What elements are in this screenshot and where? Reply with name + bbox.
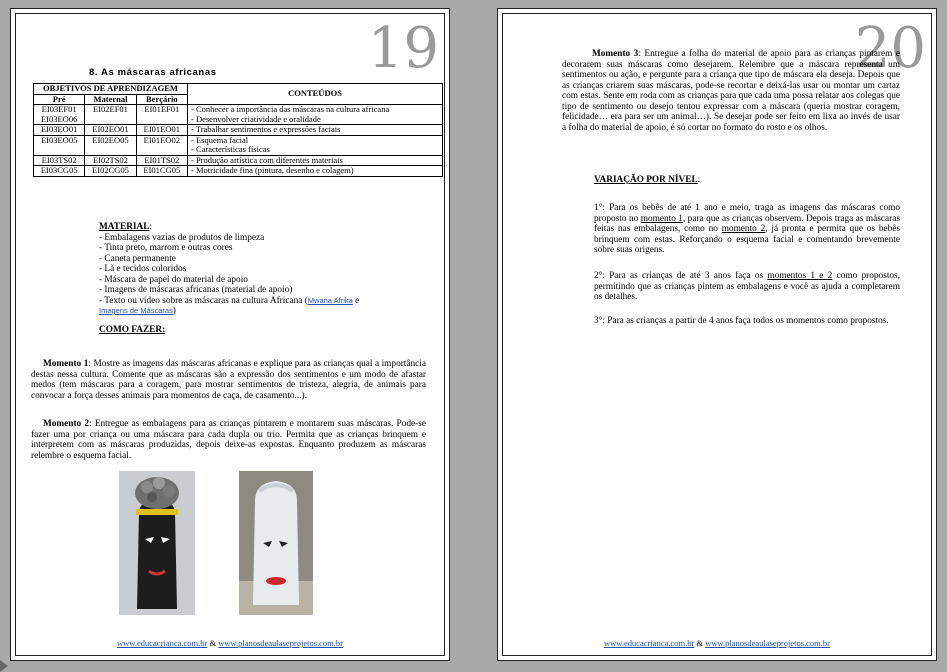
momento-3 xyxy=(562,49,900,133)
white-mask-illustration xyxy=(239,471,313,615)
material-heading: MATERIAL xyxy=(99,222,150,232)
material-list-item: - Máscara de papel do material de apoio xyxy=(99,274,248,285)
material-list-item: - Tinta preto, marrom e outras cores xyxy=(99,243,233,253)
footer-link-educacrianca[interactable]: www.educacrianca.com.br xyxy=(117,638,208,648)
page-19 xyxy=(10,8,450,661)
cell-pre: EI03CG05 xyxy=(34,166,85,177)
variacao-1-ref-momento-1: momento 1 xyxy=(640,213,683,224)
footer-sep: & xyxy=(207,638,219,648)
cell-pre: EI03TS02 xyxy=(34,155,85,166)
momento-1-label: Momento 1 xyxy=(43,359,89,369)
mwana-afrika-link[interactable]: Mwana Afrika xyxy=(307,295,353,305)
variacao-1-b: , para que as crianças observem. Depois traga as máscaras feitas nas embalagens, como no xyxy=(594,213,900,234)
material-last-prefix: - Texto ou vídeo sobre as máscaras na cultura Africana ( xyxy=(99,295,308,306)
page-gap xyxy=(453,8,495,661)
cell-maternal: EI02TS02 xyxy=(85,155,136,166)
page-number: 19 xyxy=(367,16,439,81)
imagens-mascaras-link[interactable]: Imagens de Máscaras xyxy=(99,306,173,315)
footer-link-planos[interactable]: www.planosdeaulaseprojetos.com.br xyxy=(218,638,343,648)
mask-photo-dark xyxy=(119,471,195,615)
resize-grip-icon xyxy=(0,660,10,672)
material-list-item: - Embalagens vazias de produtos de limpeza xyxy=(99,232,265,243)
page-number: 20 xyxy=(854,16,926,81)
cell-pre: EI03EO05 xyxy=(34,135,85,155)
section-title: 8. As máscaras africanas xyxy=(89,67,217,78)
variacao-2 xyxy=(594,271,900,303)
page-20 xyxy=(497,8,937,661)
table-row xyxy=(34,155,443,166)
col-pre: Pré xyxy=(34,94,85,105)
momento-3-label: Momento 3 xyxy=(592,49,639,59)
table-row xyxy=(34,166,443,177)
cell-maternal: EI02EO01 xyxy=(85,125,136,136)
material-list-item: - Caneta permanente xyxy=(99,253,176,264)
table-row xyxy=(34,125,443,136)
material-last-suffix: ) xyxy=(172,306,176,316)
cell-maternal: EI02EF01 xyxy=(85,105,136,125)
footer xyxy=(11,638,449,648)
variacao-2-a: 2°: Para as crianças de até 3 anos faça os xyxy=(594,271,768,281)
table-row xyxy=(34,135,443,155)
cell-conteudo: - Trabalhar sentimentos e expressões faciais xyxy=(188,125,443,136)
momento-2 xyxy=(31,419,426,461)
cell-bercario: EI01EF01 xyxy=(136,105,187,125)
variacao-1-ref-momento-2: momento 2 xyxy=(721,224,766,234)
variacao-1 xyxy=(594,203,900,256)
material-section xyxy=(99,222,421,335)
cell-maternal: EI02CG05 xyxy=(85,166,136,177)
mask-photo-white xyxy=(239,471,313,615)
dark-mask-illustration xyxy=(119,471,195,615)
variacao-2-ref-momentos: momentos 1 e 2 xyxy=(767,271,833,281)
momento-2-label: Momento 2 xyxy=(43,419,90,429)
variacao-1-a: 1°: Para os bebês de até 1 ano e meio, traga as imagens das máscaras como proposto no xyxy=(594,203,900,224)
header-objetivos: OBJETIVOS DE APRENDIZAGEM xyxy=(34,84,188,95)
material-link-sep: e xyxy=(352,295,360,306)
footer-link-planos[interactable]: www.planosdeaulaseprojetos.com.br xyxy=(705,638,830,648)
footer xyxy=(498,638,936,648)
cell-maternal: EI02EO05 xyxy=(85,135,136,155)
col-bercario: Berçário xyxy=(136,94,187,105)
cell-pre: EI03EF01 EI03EO06 xyxy=(34,105,85,125)
cell-conteudo: - Produção artística com diferentes materiais xyxy=(188,155,443,166)
variacao-3 xyxy=(594,316,900,327)
como-fazer-heading: COMO FAZER: xyxy=(99,324,166,335)
cell-bercario: EI01EO02 xyxy=(136,135,187,155)
variacao-colon: : xyxy=(697,175,701,185)
variacao-3-text: 3°: Para as crianças a partir de 4 anos faça todos os momentos como propostos. xyxy=(594,316,889,326)
variacao-1-c: , já pronta e permita que os bebês brinquem com estas. Reforçando o esquema facial e comentando brevemente sobre suas origens. xyxy=(594,224,901,255)
variacao-heading-line xyxy=(594,175,900,186)
cell-conteudo: - Motricidade fina (pintura, desenho e colagem) xyxy=(188,166,443,177)
footer-sep: & xyxy=(694,638,706,648)
cell-bercario: EI01TS02 xyxy=(136,155,187,166)
header-conteudos: CONTEÚDOS xyxy=(188,84,443,105)
variacao-heading: VARIAÇÃO POR NÍVEL xyxy=(594,175,698,185)
material-list-item xyxy=(99,296,421,317)
material-list-item: - Lã e tecidos coloridos xyxy=(99,264,187,274)
cell-conteudo: - Conhecer a importância das máscaras na cultura africana - Desenvolver criatividade e oralidade xyxy=(188,105,443,125)
footer-link-educacrianca[interactable]: www.educacrianca.com.br xyxy=(604,638,695,648)
material-list-item: - Imagens de máscaras africanas (material de apoio) xyxy=(99,285,293,295)
cell-conteudo: - Esquema facial - Características físicas xyxy=(188,135,443,155)
momento-1 xyxy=(31,359,426,401)
variacao-2-b: como propostos, permitindo que as crianças pintem as embalagens e você as ajuda a completarem os detalhes. xyxy=(594,271,900,302)
material-heading-colon: : xyxy=(149,222,153,232)
cell-bercario: EI01EO01 xyxy=(136,125,187,136)
col-maternal: Maternal xyxy=(85,94,136,105)
momento-2-text: : Entregue as embalagens para as crianças pintarem e montarem suas máscaras. Pode-se fazer uma por criança ou uma máscara para cada dupla ou trio. Permita que as crianças brinquem e interpretem com as máscaras produzidas, depois deixe-as expostas. Enquanto produzem as máscaras relembre o esquema facial. xyxy=(31,419,426,461)
momento-1-text: : Mostre as imagens das máscaras africanas e explique para as crianças qual a importância destas nessa cultura. Comente que as máscaras são a expressão dos sentimentos e um modo de afastar medos (tem máscaras para a coragem, para mostrar sentimentos de tristeza, alegria, de animais para convocar a força desses animais para momentos de caça, de casamento...). xyxy=(31,359,427,401)
objectives-table xyxy=(33,83,443,177)
momento-3-text: : Entregue a folha do material de apoio para as crianças pintarem e decorarem suas máscaras como desejarem. Relembre que a máscara representa um sentimentos ou ação, e pergunte para a criança que tipo de máscara ela deseja. Depois que as crianças criarem suas máscaras, pode-se recortar e deixá-las usar ou montar um cartaz com estas. Sente em roda com as crianças para que cada uma possa relatar aos colegas que tipo de sentimento ou desejo tentou expressar com a máscara (queria mostrar coragem, felicidade… era para ser um animal…). Se desejar pode ser feito em lixa ao invés de usar a folha do material de apoio, é só cortar no formato do rosto e os olhos. xyxy=(562,49,900,133)
table-row xyxy=(34,105,443,125)
material-list xyxy=(99,233,421,296)
cell-bercario: EI01CG05 xyxy=(136,166,187,177)
cell-pre: EI03EO01 xyxy=(34,125,85,136)
